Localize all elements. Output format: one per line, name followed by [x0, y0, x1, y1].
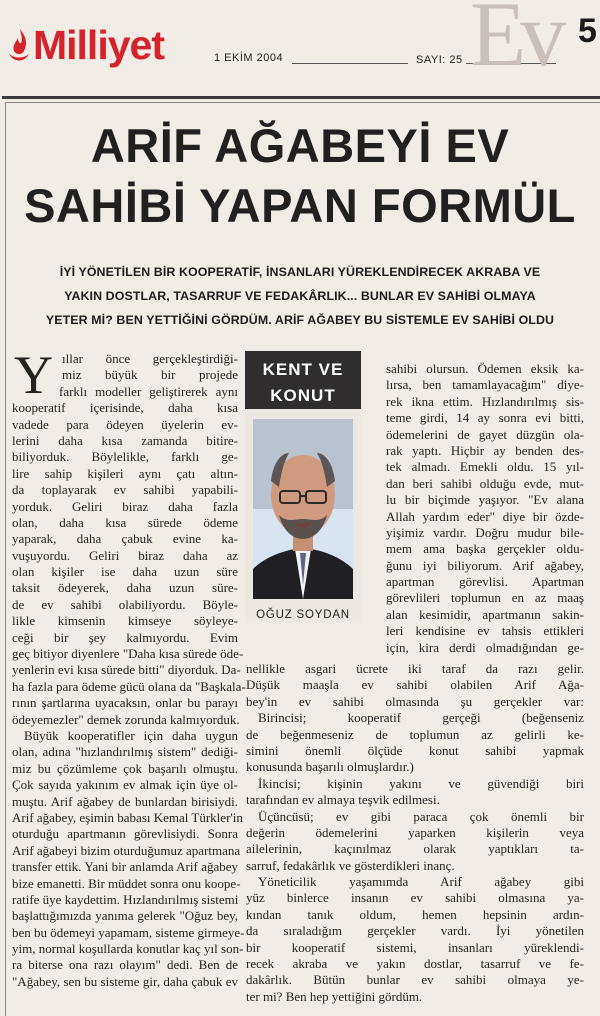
article-text-line: olan, daha kısa sürede ödeme	[12, 514, 238, 530]
article-text-line: ceği bir şey kalmıyordu. Evim	[12, 629, 238, 645]
article-column-right	[386, 361, 584, 656]
article-text-line: lerini daha kısa zamanda bitire-	[12, 432, 238, 448]
article-text-line: recek akraba ve yakın dostlar, tasarruf ve fe-	[246, 956, 584, 972]
article-text-line: dakârlık. Bütün bunlar ev sahibi olmaya ye-	[246, 972, 584, 988]
article-text-line: sarruf, fedakârlık ve gösterdikleri inanç.	[246, 857, 455, 873]
article-text-line: olan, adına "hızlandırılmış sistem" dediği-	[12, 744, 238, 760]
section-mark: Ev	[470, 0, 561, 85]
article-text-line: lire sahip kişileri aynı çatı altın-	[12, 465, 238, 481]
milliyet-logo	[6, 20, 164, 70]
article-text-line: likle kimsenin kimseye söyleye-	[12, 613, 238, 629]
article-text-line: ıllar önce gerçekleştirdiği-	[62, 351, 238, 366]
article-text-line: da sıraladığım gerçekler vardı. İyi yönetilen	[246, 923, 584, 939]
deck-line: YAKIN DOSTLAR, TASARRUF VE FEDAKÂRLIK... BUNLAR EV SAHİBİ OLMAYA	[64, 289, 536, 303]
flame-logo-icon	[6, 23, 32, 67]
article-text-line: biliyorduk. Böylelikle, farklı ge-	[12, 449, 238, 465]
article-text-line: görevlileri toplumun en az maaş	[386, 590, 584, 606]
article-text-line: bir kooperatif sistemi, insanları yüreklendi-	[246, 939, 584, 955]
author-portrait-icon	[253, 419, 353, 599]
column-title-line: KONUT	[270, 386, 336, 405]
article-column-bottom	[246, 661, 584, 1005]
header-divider	[2, 96, 600, 99]
headline-line: SAHİBİ YAPAN FORMÜL	[24, 179, 576, 232]
article-text-line: farklı modeller geliştirerek aynı	[59, 383, 238, 399]
article-text-line: değerin ödemelerini yaparken kişilerin veya	[246, 824, 584, 840]
article-text-line: Arif ağabeyi bizim oturduğumuz apartmana	[12, 842, 241, 858]
article-text-line: yim, normal koşullarda konutlar kaç yıl son-	[12, 941, 244, 957]
article-text-line: mem ama başka gerçekler oldu-	[386, 541, 584, 557]
article-text-line: alan kesimidir, apartmanın sakin-	[386, 606, 584, 622]
article-text-line: bize emanetti. Bir müddet sonra onu koope-	[12, 875, 241, 891]
article-text-line: simini önemli ölçüde konut sahibi yapmak	[246, 742, 584, 758]
article-text-line: ödemelerini de gayet düzgün ola-	[386, 426, 584, 442]
article-text-line: Üçüncüsü; ev gibi paraca çok önemli bir	[258, 808, 584, 824]
article-frame-top	[5, 102, 600, 103]
article-text-line: tarafından ev almaya teşvik edilmesi.	[246, 792, 440, 808]
article-text-line: tek almadı. Emekli oldu. 15 yıl-	[386, 459, 584, 475]
column-title-line: KENT VE	[262, 360, 344, 379]
article-text-line: ter mi? Ben hep yettiğini gördüm.	[246, 988, 423, 1004]
article-text-line: ailelerinin, kaçınılmaz olarak yaptıkları ta-	[246, 841, 584, 857]
article-text-line: ratife üye kaydettim. Hızlandırılmış sistemi	[12, 891, 239, 907]
article-text-line: da toplayarak ev sahibi yapabili-	[12, 482, 238, 498]
deck-line: İYİ YÖNETİLEN BİR KOOPERATİF, İNSANLARI YÜREKLENDİRECEK AKRABA VE	[59, 265, 541, 279]
article-text-line: Yöneticilik yaşamımda Arif ağabey gibi	[258, 874, 584, 890]
article-text-line: vadede para ödeyen üyelerin ev-	[12, 416, 238, 432]
issue-number: SAYI: 25	[416, 54, 463, 66]
issue-date: 1 EKİM 2004	[214, 52, 284, 64]
article-text-line: transfer ettik. Yani bir anlamda Arif ağabey	[12, 859, 238, 875]
article-text-line: ra biterse ona razı olayım" dedi. Ben de	[12, 957, 238, 973]
article-text-line: yorduk. Geliri biraz daha fazla	[12, 498, 238, 514]
article-text-line: rek ikna ettim. Hızlandırılmış sis-	[386, 393, 584, 409]
article-text-line: geç bitiyor diyenlere "Daha kısa sürede öde-	[12, 646, 244, 662]
article-deck	[10, 260, 590, 332]
article-text-line: oturduğu apartmanın görevlisiydi. Sonra	[12, 826, 238, 842]
article-text-line: miz bu çözümleme çok başarılı olmuştu.	[12, 760, 238, 776]
article-text-line: leri kendisine ev tahsis ettikleri	[386, 623, 584, 639]
article-text-line: Büyük kooperatifler için daha uygun	[24, 727, 238, 743]
logo-text: Milliyet	[33, 21, 164, 68]
article-text-line: kooperatif içerisinde, daha kısa	[12, 400, 238, 416]
article-text-line: teme girdi, 14 ay sonra evi bitti,	[386, 410, 584, 426]
article-frame-left	[5, 102, 6, 1016]
article-text-line: Düşük maaşla ev sahibi olabilen Arif Ağa-	[246, 677, 584, 693]
article-text-line: başlattığımızda yanıma gelerek "Oğuz bey,	[12, 908, 238, 924]
article-text-line: Birincisi; kooperatif gerçeği (beğenseniz	[258, 710, 584, 726]
article-text-line: sahibi olursun. Ödemen eksik ka-	[386, 361, 584, 376]
article-text-line: olan kişiler ise daha uzun süre	[12, 564, 238, 580]
masthead-rule	[292, 63, 408, 64]
article-text-line: ödeyemezler" demek zorunda kalmıyorduk.	[12, 711, 240, 727]
article-text-line: yişimiz vardır. Doğru mudur bile-	[386, 524, 584, 540]
article-text-line: vuşuyordu. Geliri biraz daha az	[12, 547, 238, 563]
headline-line: ARİF AĞABEYİ EV	[90, 119, 510, 172]
article-text-line: ben bu ödemeyi yapamam, sisteme girmeye-	[12, 924, 245, 940]
article-text-line: İkincisi; kişinin yakını ve güvendiği biri	[258, 775, 584, 791]
column-box	[245, 351, 361, 623]
deck-line: YETER Mİ? BEN YETTİĞİNİ GÖRDÜM. ARİF AĞABEY BU SİSTEMLE EV SAHİBİ OLDU	[45, 313, 555, 327]
article-text-line: miz büyük bir projede	[62, 367, 238, 383]
article-text-line: Arif ağabey, eşimin babası Kemal Türkler'in	[12, 809, 243, 825]
drop-cap: Y	[14, 345, 53, 405]
article-text-line: ha fazla para ödeme gücü olana da "Başkala-	[12, 678, 246, 694]
article-text-line: yaparak, daha çabuk evine ka-	[12, 531, 238, 547]
article-text-line: de beğenmeseniz de toplumun az gelirli ke-	[246, 726, 584, 742]
column-title	[245, 351, 361, 409]
article-text-line: muştu. Arif ağabey de bunlardan birisiydi.	[12, 793, 238, 809]
article-text-line: konusunda başarılı olmuşlardır.)	[246, 759, 414, 775]
article-text-line: rak yaptı. Hiçbir ay benden des-	[386, 442, 584, 458]
page-number: 5	[578, 12, 597, 50]
article-text-line: yenlerin evi kısa sürede bitti" diyorduk. Da-	[12, 662, 241, 678]
article-text-line: taksit ödeyerek, daha uzun süre-	[12, 580, 238, 596]
article-column-left	[12, 345, 246, 990]
article-text-line: Çok sayıda yakınım ev almak için üye ol-	[12, 777, 238, 793]
article-text-line: "Ağabey, sen bu sisteme gir, daha çabuk ev	[12, 973, 238, 989]
author-name: OĞUZ SOYDAN	[256, 609, 350, 621]
article-text-line: apartman görevlisi. Apartman	[386, 574, 584, 590]
article-text-line: Allah yardım eder" diye bir özde-	[386, 508, 584, 524]
masthead	[0, 0, 600, 96]
article-text-line: lırsa, ben tamamlayacağım" diye-	[386, 377, 584, 393]
article-text-line: dan beri sahibi olduğu evde, mut-	[386, 475, 584, 491]
article-text-line: için, kira derdi olmadığından ge-	[386, 639, 584, 655]
article-text-line: bey'in ev sahibi olmasında şu gerçekler var:	[246, 693, 584, 709]
article-text-line: lu bir biçimde yaşıyor. "Ev alana	[386, 492, 584, 508]
article-text-line: nellikle asgari ücrete iki taraf da razı gelir.	[246, 661, 584, 676]
article-text-line: yüz binlerce insanın ev sahibi olmasına ya-	[246, 890, 584, 906]
article-text-line: de ev sahibi olabiliyordu. Böyle-	[12, 596, 238, 612]
article-text-line: rının şartlarına uyacaksın, onlar bu parayı	[12, 695, 238, 711]
article-text-line: ğunu iyi biliyorum. Arif ağabey,	[386, 557, 584, 573]
article-text-line: kından tanık oldum, hemen hepsinin ardın-	[246, 906, 584, 922]
article-headline	[10, 116, 590, 236]
